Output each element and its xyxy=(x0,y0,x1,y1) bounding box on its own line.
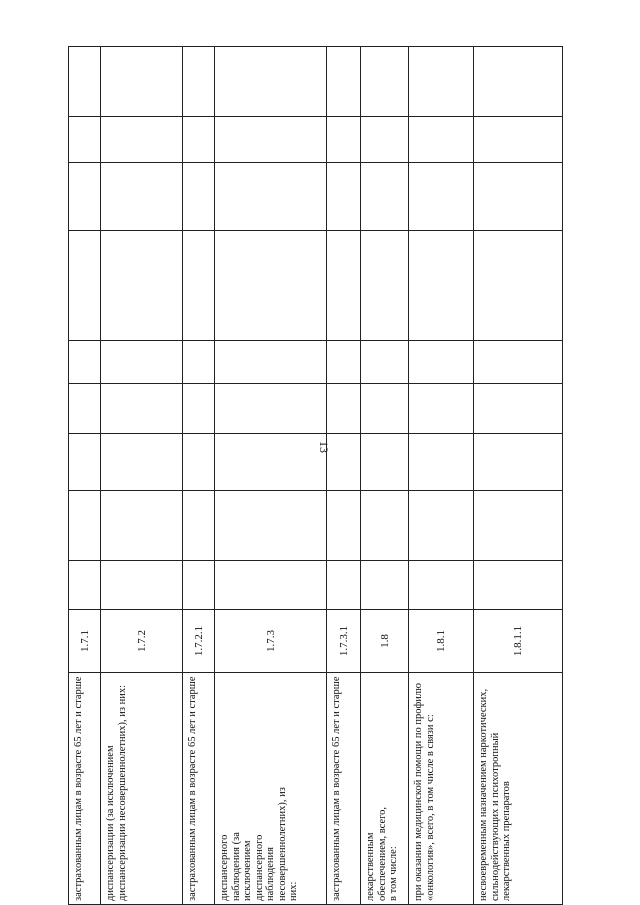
row-name: застрахованным лицам в возрасте 65 лет и старше xyxy=(187,676,198,901)
table-row-number xyxy=(69,610,100,672)
table-row xyxy=(361,673,408,904)
row-number: 1.7.3.1 xyxy=(337,625,350,657)
page-number: 13 xyxy=(317,441,331,453)
row-name: несвоевременным назначением наркотических, сильнодействующих и психотропный лекарственных препаратов xyxy=(478,688,512,901)
row-name: диспансеризации (за исключением диспансеризации несовершеннолетних), из них: xyxy=(105,684,128,901)
table-row-number xyxy=(101,610,182,672)
table-row-number xyxy=(215,610,326,672)
table-row xyxy=(215,673,326,904)
table-row-number xyxy=(327,610,360,672)
row-number: 1.7.1 xyxy=(78,630,91,652)
table-row xyxy=(409,673,473,904)
row-number: 1.7.3 xyxy=(264,630,277,652)
table-row xyxy=(474,673,562,904)
row-number: 1.8.1 xyxy=(435,630,447,652)
table-row xyxy=(327,673,360,904)
table-row-number xyxy=(183,610,214,672)
table-row xyxy=(183,673,214,904)
table-row-number xyxy=(361,610,408,672)
row-number: 1.7.2 xyxy=(135,630,148,652)
table-row xyxy=(69,673,100,904)
table-row-number xyxy=(474,610,562,672)
row-name: диспансерного наблюдения (за исключением диспансерного наблюдения несовершеннолетних), из них: xyxy=(219,787,299,901)
row-number: 1.8.1.1 xyxy=(512,625,524,657)
row-name: при оказании медицинской помощи по профилю «онкология», всего, в том числе в связи с: xyxy=(413,683,436,901)
row-name: застрахованным лицам в возрасте 65 лет и старше xyxy=(73,676,84,901)
row-name: лекарственным обеспечением, всего, в том числе: xyxy=(365,806,399,901)
row-number: 1.8 xyxy=(378,634,391,648)
table-row xyxy=(101,673,182,904)
row-name: застрахованным лицам в возрасте 65 лет и старше xyxy=(331,676,342,901)
table-row-number xyxy=(409,610,473,672)
row-number: 1.7.2.1 xyxy=(192,625,205,657)
